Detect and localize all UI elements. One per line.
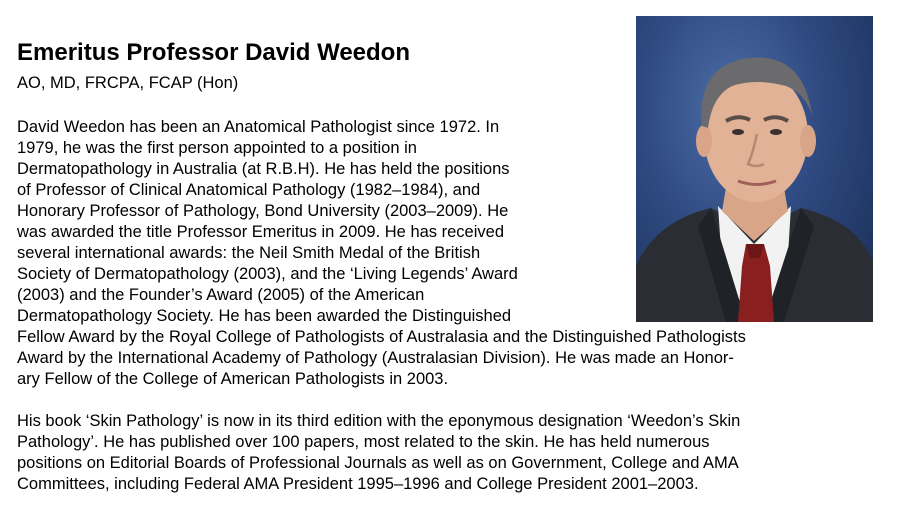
bio-line: Dermatopathology Society. He has been awarded the Distinguished [17, 307, 512, 325]
bio-line: David Weedon has been an Anatomical Pathologist since 1972. In [17, 118, 500, 136]
portrait-illustration [636, 16, 873, 322]
page-title: Emeritus Professor David Weedon [17, 39, 410, 66]
ear-right [800, 125, 816, 157]
ear-left [696, 125, 712, 157]
bio-line: several international awards: the Neil Smith Medal of the British [17, 244, 481, 262]
bio-line: Society of Dermatopathology (2003), and the ‘Living Legends’ Award [17, 265, 518, 283]
eye-right [770, 129, 782, 135]
portrait-photo [636, 16, 873, 322]
bio-line: was awarded the title Professor Emeritus in 2009. He has received [17, 223, 504, 241]
bio-line: Dermatopathology in Australia (at R.B.H). He has held the positions [17, 160, 510, 178]
bio-line: Honorary Professor of Pathology, Bond University (2003–2009). He [17, 202, 509, 220]
bio-line: positions on Editorial Boards of Professional Journals as well as on Government, College and AMA [17, 454, 739, 472]
bio-line: Committees, including Federal AMA President 1995–1996 and College President 2001–2003. [17, 475, 699, 493]
bio-line: Fellow Award by the Royal College of Pathologists of Australasia and the Distinguished Pathologists [17, 328, 746, 346]
bio-line: Award by the International Academy of Pathology (Australasian Division). He was made an Honor- [17, 349, 734, 367]
bio-line: (2003) and the Founder’s Award (2005) of the American [17, 286, 425, 304]
eye-left [732, 129, 744, 135]
bio-line: 1979, he was the first person appointed to a position in [17, 139, 417, 157]
bio-line: of Professor of Clinical Anatomical Pathology (1982–1984), and [17, 181, 481, 199]
bio-line: ary Fellow of the College of American Pathologists in 2003. [17, 370, 449, 388]
bio-line: Pathology’. He has published over 100 papers, most related to the skin. He has held numerous [17, 433, 710, 451]
bio-line: His book ‘Skin Pathology’ is now in its third edition with the eponymous designation ‘Weedon’s Skin [17, 412, 741, 430]
credentials-subtitle: AO, MD, FRCPA, FCAP (Hon) [17, 74, 239, 92]
